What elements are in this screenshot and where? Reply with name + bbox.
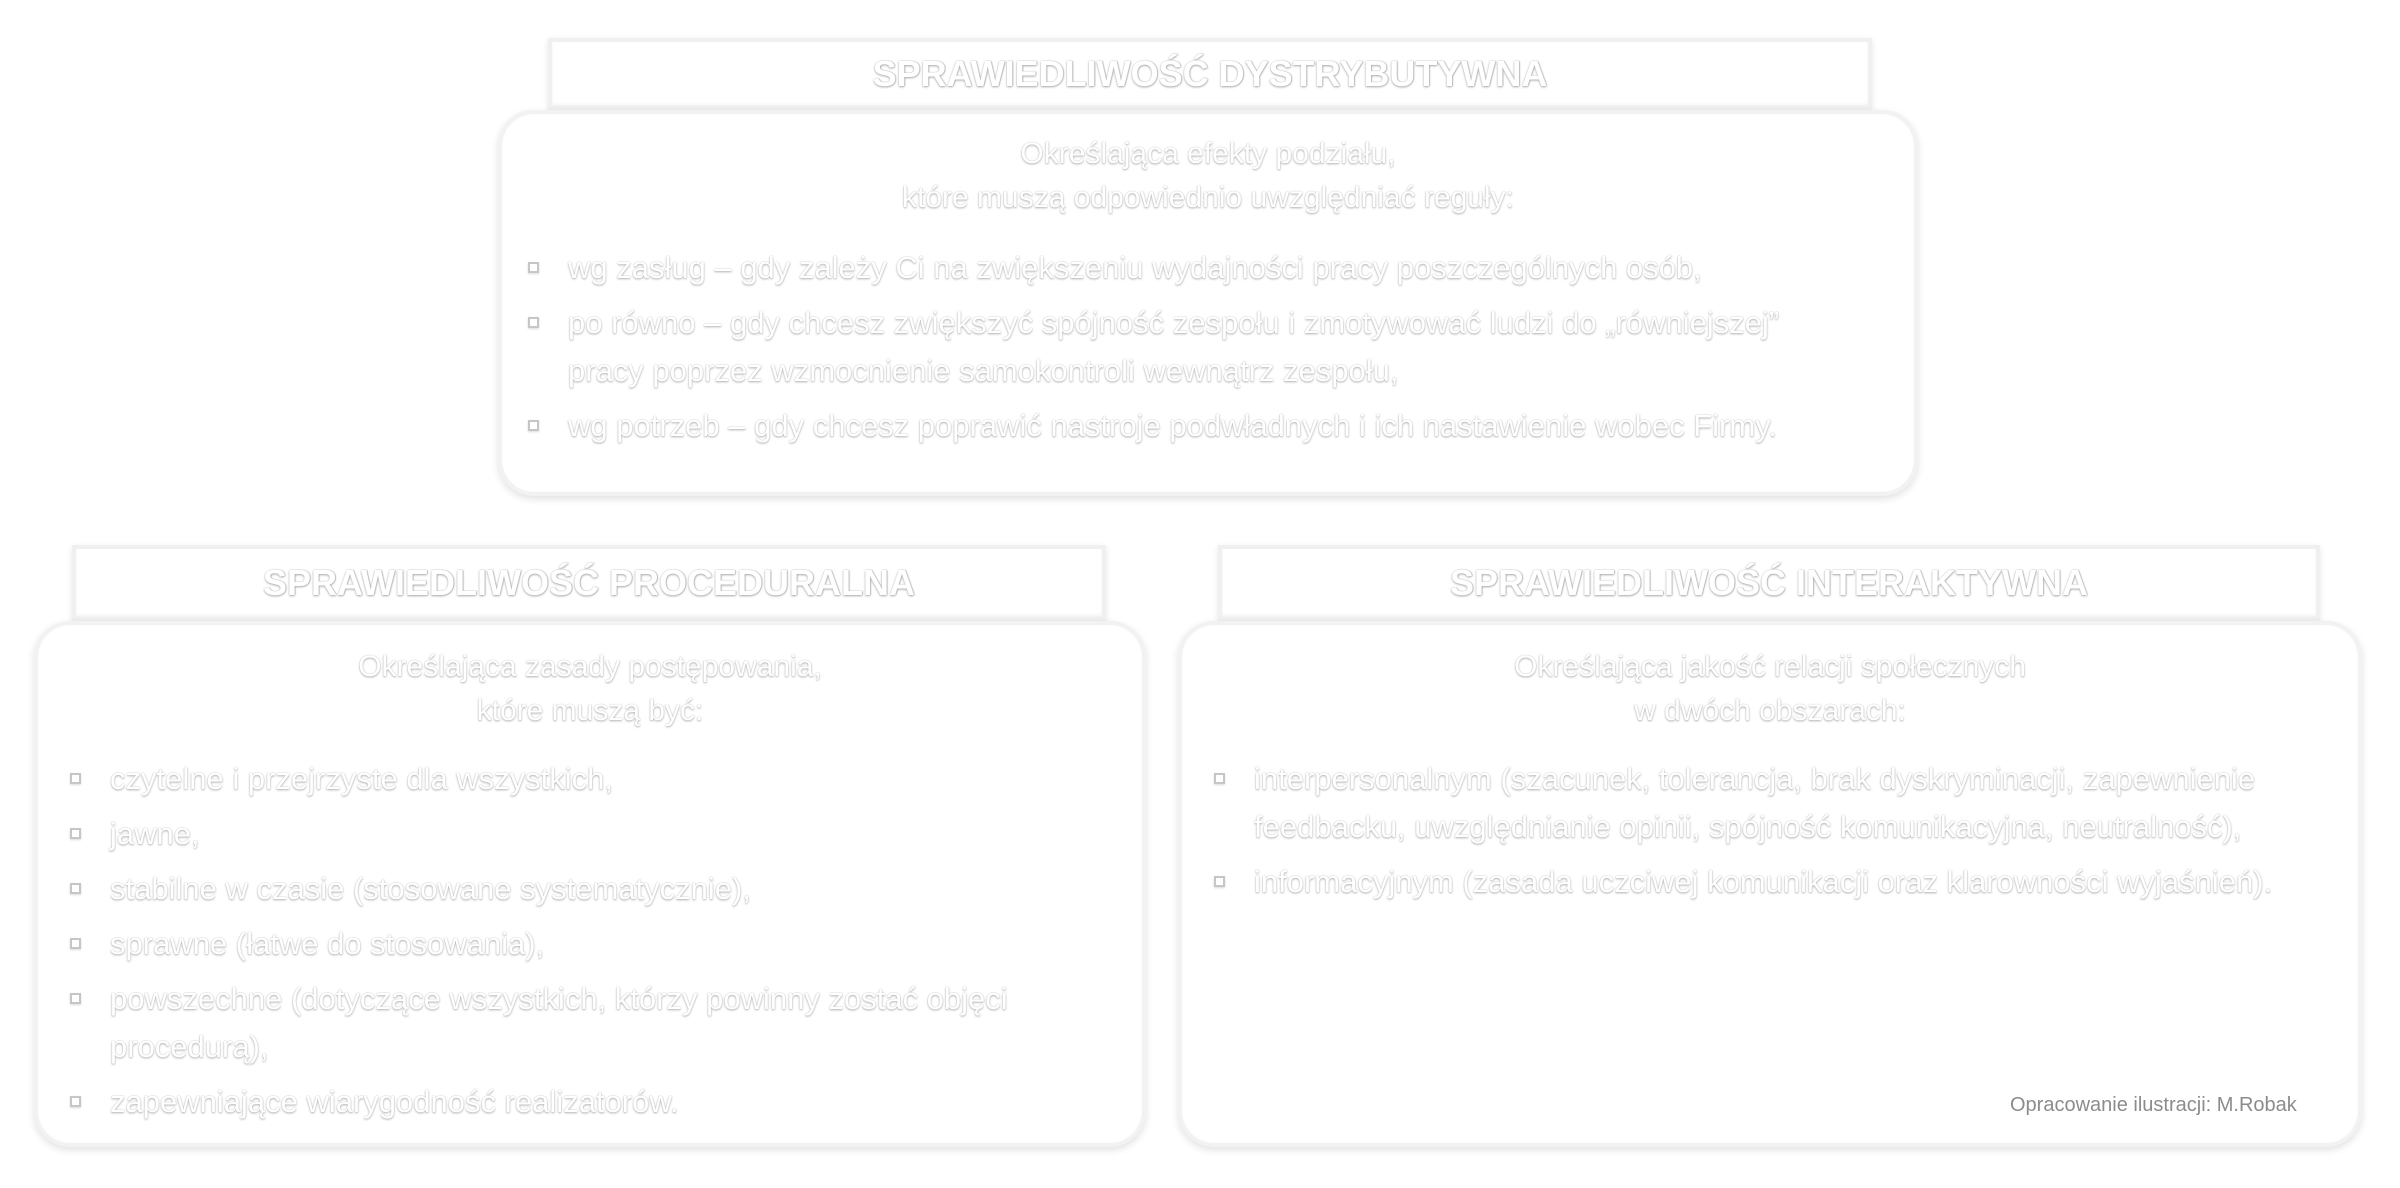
list-item [528, 244, 1858, 292]
interactive-desc-line-1: Określająca jakość relacji społecznych [1514, 650, 2026, 683]
interactive-description [1182, 645, 2358, 733]
distributive-list [528, 244, 1858, 457]
square-bullet-icon [528, 317, 539, 328]
list-item [70, 975, 1110, 1071]
procedural-panel [34, 621, 1146, 1147]
list-item [70, 755, 1110, 803]
square-bullet-icon [528, 420, 539, 431]
interactive-desc-line-2: w dwóch obszarach: [1634, 694, 1906, 727]
interactive-title-box [1218, 545, 2320, 621]
distributive-description [502, 132, 1914, 220]
interactive-item-2: informacyjnym (zasada uczciwej komunikacji oraz klarowności wyjaśnień). [1254, 864, 2273, 899]
procedural-item-3: stabilne w czasie (stosowane systematycznie), [110, 871, 751, 906]
procedural-desc-line-1: Określająca zasady postępowania, [358, 650, 822, 683]
procedural-item-6: zapewniające wiarygodność realizatorów. [110, 1084, 679, 1119]
list-item [528, 402, 1858, 450]
square-bullet-icon [70, 938, 81, 949]
procedural-title: SPRAWIEDLIWOŚĆ PROCEDURALNA [262, 562, 915, 603]
procedural-title-box [72, 545, 1106, 621]
distributive-item-1: wg zasług – gdy zależy Ci na zwiększeniu wydajności pracy poszczególnych osób, [568, 250, 1702, 285]
interactive-title: SPRAWIEDLIWOŚĆ INTERAKTYWNA [1450, 562, 2088, 603]
square-bullet-icon [528, 262, 539, 273]
square-bullet-icon [1214, 773, 1225, 784]
interactive-item-1: interpersonalnym (szacunek, tolerancja, brak dyskryminacji, zapewnienie feedbacku, uwzględnianie opinii, spójność komunikacyjna, neutralność), [1254, 761, 2256, 844]
square-bullet-icon [70, 1096, 81, 1107]
distributive-title: SPRAWIEDLIWOŚĆ DYSTRYBUTYWNA [872, 53, 1548, 94]
list-item [70, 920, 1110, 968]
list-item [1214, 755, 2344, 851]
list-item [1214, 858, 2344, 906]
illustration-credit: Opracowanie ilustracji: M.Robak [2010, 1094, 2297, 1116]
distributive-item-2: po równo – gdy chcesz zwiększyć spójność zespołu i zmotywować ludzi do „równiejszej” pracy poprzez wzmocnienie samokontroli wewnątrz zespołu, [568, 305, 1780, 388]
procedural-item-2: jawne, [110, 816, 200, 851]
interactive-panel [1178, 621, 2362, 1147]
procedural-item-1: czytelne i przejrzyste dla wszystkich, [110, 761, 614, 796]
square-bullet-icon [70, 993, 81, 1004]
distributive-item-3: wg potrzeb – gdy chcesz poprawić nastroje podwładnych i ich nastawienie wobec Firmy. [568, 408, 1778, 443]
distributive-desc-line-1: Określająca efekty podziału, [1020, 137, 1396, 170]
list-item [70, 810, 1110, 858]
procedural-desc-line-2: które muszą być: [476, 694, 704, 727]
list-item [70, 865, 1110, 913]
square-bullet-icon [1214, 876, 1225, 887]
procedural-list [70, 755, 1110, 1133]
procedural-item-5: powszechne (dotyczące wszystkich, którzy powinny zostać objęci procedurą), [110, 981, 1008, 1064]
square-bullet-icon [70, 773, 81, 784]
procedural-description [38, 645, 1142, 733]
procedural-item-4: sprawne (łatwe do stosowania), [110, 926, 545, 961]
square-bullet-icon [70, 883, 81, 894]
distributive-panel [498, 110, 1918, 496]
list-item [528, 299, 1858, 395]
interactive-list [1214, 755, 2344, 913]
square-bullet-icon [70, 828, 81, 839]
distributive-title-box [548, 38, 1872, 110]
distributive-desc-line-2: które muszą odpowiednio uwzględniać reguły: [901, 181, 1514, 214]
list-item [70, 1078, 1110, 1126]
